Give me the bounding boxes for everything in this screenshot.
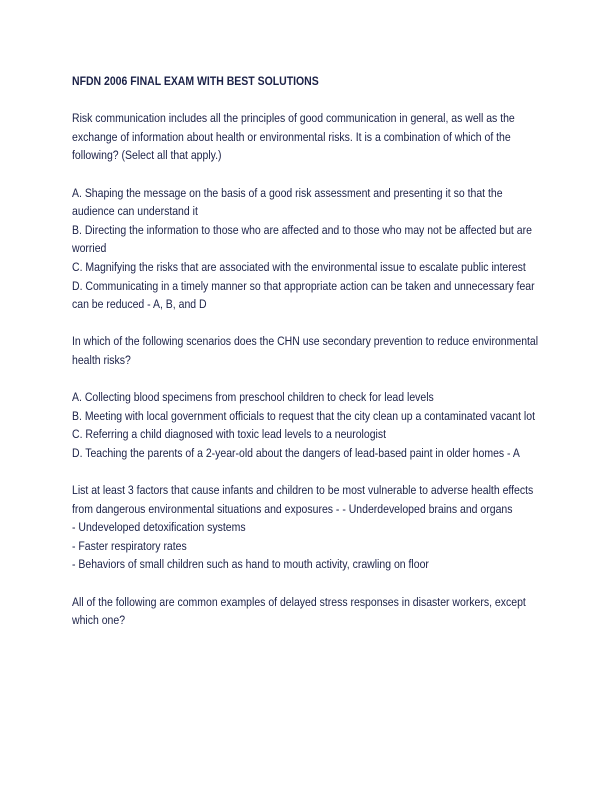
document-page [72,72,548,630]
question-stem: List at least 3 factors that cause infants and children to be most vulnerable to adverse health effects from dangerous environmental situations and exposures - - Underdeveloped brains and organs [72,483,534,516]
answer-option-c: C. Referring a child diagnosed with toxic lead levels to a neurologist [72,427,387,442]
list-item: - Behaviors of small children such as hand to mouth activity, crawling on floor [72,557,429,572]
list-item: - Faster respiratory rates [72,538,187,553]
answer-option-c: C. Magnifying the risks that are associated with the environmental issue to escalate public interest [72,259,526,274]
list-item: - Undeveloped detoxification systems [72,520,246,535]
question-2 [72,332,548,462]
answer-option-d: D. Communicating in a timely manner so that appropriate action can be taken and unnecessary fear can be reduced - A, B, and D [72,278,535,312]
answer-option-b: B. Meeting with local government officials to request that the city clean up a contaminated vacant lot [72,408,535,423]
question-stem: All of the following are common examples of delayed stress responses in disaster workers, except which one? [72,594,526,628]
question-4 [72,593,548,630]
document-title: NFDN 2006 FINAL EXAM WITH BEST SOLUTIONS [72,74,319,88]
question-3 [72,481,548,574]
answer-option-a: A. Shaping the message on the basis of a good risk assessment and presenting it so that the audience can understand it [72,185,503,219]
question-1 [72,109,548,314]
answer-option-d: D. Teaching the parents of a 2-year-old about the dangers of lead-based paint in older homes - A [72,445,520,460]
answer-option-a: A. Collecting blood specimens from preschool children to check for lead levels [72,390,434,405]
question-stem: Risk communication includes all the principles of good communication in general, as well as the exchange of information about health or environmental risks. It is a combination of which of the following? (Select all that apply.) [72,111,515,163]
question-stem: In which of the following scenarios does the CHN use secondary prevention to reduce environmental health risks? [72,334,539,367]
answer-option-b: B. Directing the information to those who are affected and to those who may not be affected but are worried [72,222,532,256]
